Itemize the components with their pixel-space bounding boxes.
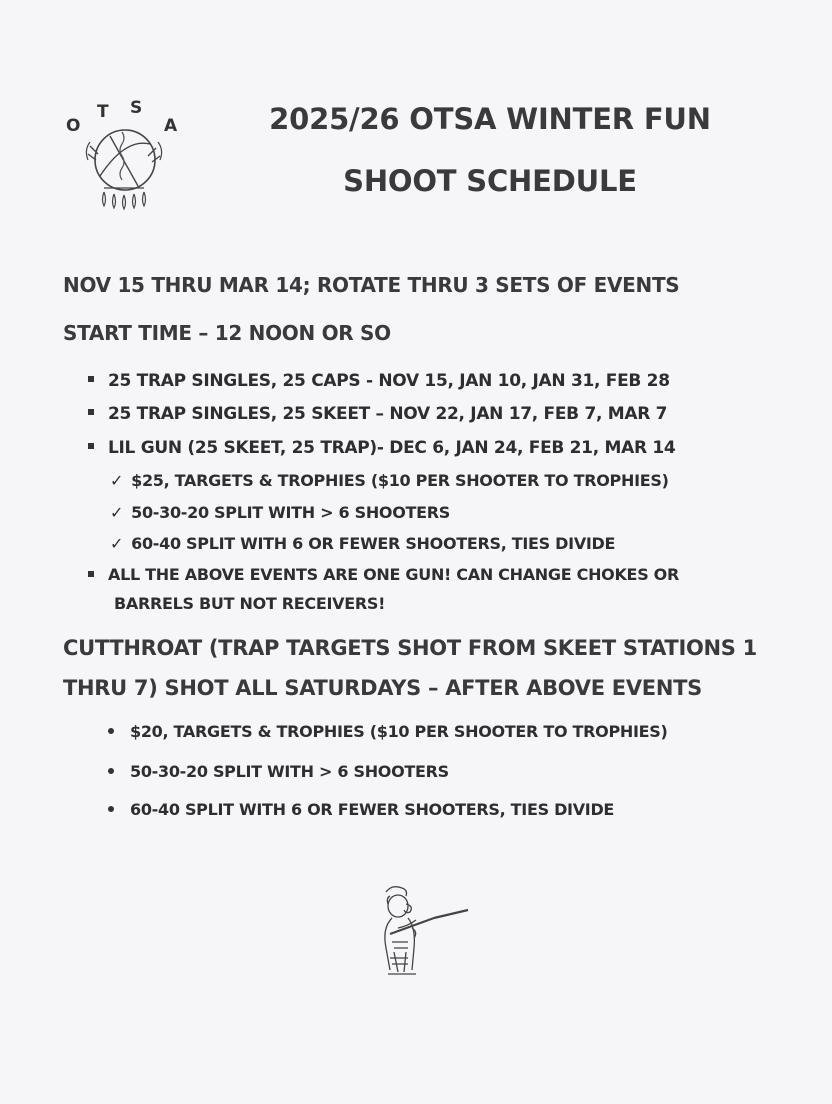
cutthroat-detail-item: $20, TARGETS & TROPHIES ($10 PER SHOOTER TO TROPHIES) xyxy=(108,722,667,741)
logo-letter-a: A xyxy=(164,116,178,136)
cutthroat-line-2: THRU 7) SHOT ALL SATURDAYS – AFTER ABOVE EVENTS xyxy=(63,676,702,700)
logo-letter-o: O xyxy=(66,116,81,136)
event-detail-item: ✓ $25, TARGETS & TROPHIES ($10 PER SHOOTER TO TROPHIES) xyxy=(110,471,669,490)
round-bullet-icon xyxy=(108,806,114,812)
cutthroat-line-1: CUTTHROAT (TRAP TARGETS SHOT FROM SKEET STATIONS 1 xyxy=(63,636,757,660)
check-mark-icon: ✓ xyxy=(110,534,124,553)
otsa-logo xyxy=(60,96,190,216)
title-line-2: SHOOT SCHEDULE xyxy=(343,164,637,198)
square-bullet-icon xyxy=(88,571,94,577)
cutthroat-heading xyxy=(63,628,803,708)
event-item: 25 TRAP SINGLES, 25 SKEET – NOV 22, JAN 17, FEB 7, MAR 7 xyxy=(88,404,667,424)
logo-letter-s: S xyxy=(130,98,143,118)
shooter-clipart-icon xyxy=(378,882,470,984)
event-detail-item: ✓ 50-30-20 SPLIT WITH > 6 SHOOTERS xyxy=(110,503,451,522)
check-mark-icon: ✓ xyxy=(110,503,124,522)
event-detail-item: ✓ 60-40 SPLIT WITH 6 OR FEWER SHOOTERS, TIES DIVIDE xyxy=(110,534,616,553)
round-bullet-icon xyxy=(108,768,114,774)
square-bullet-icon xyxy=(88,409,94,415)
event-item: LIL GUN (25 SKEET, 25 TRAP)- DEC 6, JAN 24, FEB 21, MAR 14 xyxy=(88,438,675,458)
one-gun-note: ALL THE ABOVE EVENTS ARE ONE GUN! CAN CHANGE CHOKES OR BARRELS BUT NOT RECEIVERS! xyxy=(88,560,788,618)
square-bullet-icon xyxy=(88,376,94,382)
cutthroat-detail-item: 50-30-20 SPLIT WITH > 6 SHOOTERS xyxy=(108,762,449,781)
shield-feathers-icon xyxy=(70,118,180,216)
date-range-heading: NOV 15 THRU MAR 14; ROTATE THRU 3 SETS OF EVENTS xyxy=(63,273,680,297)
one-gun-note-line-2: BARRELS BUT NOT RECEIVERS! xyxy=(114,594,386,613)
logo-letter-t: T xyxy=(97,102,109,122)
start-time-heading: START TIME – 12 NOON OR SO xyxy=(63,321,391,345)
event-item: 25 TRAP SINGLES, 25 CAPS - NOV 15, JAN 10, JAN 31, FEB 28 xyxy=(88,371,670,391)
check-mark-icon: ✓ xyxy=(110,471,124,490)
title-line-1: 2025/26 OTSA WINTER FUN xyxy=(269,102,711,136)
square-bullet-icon xyxy=(88,443,94,449)
cutthroat-detail-item: 60-40 SPLIT WITH 6 OR FEWER SHOOTERS, TIES DIVIDE xyxy=(108,800,614,819)
round-bullet-icon xyxy=(108,728,114,734)
